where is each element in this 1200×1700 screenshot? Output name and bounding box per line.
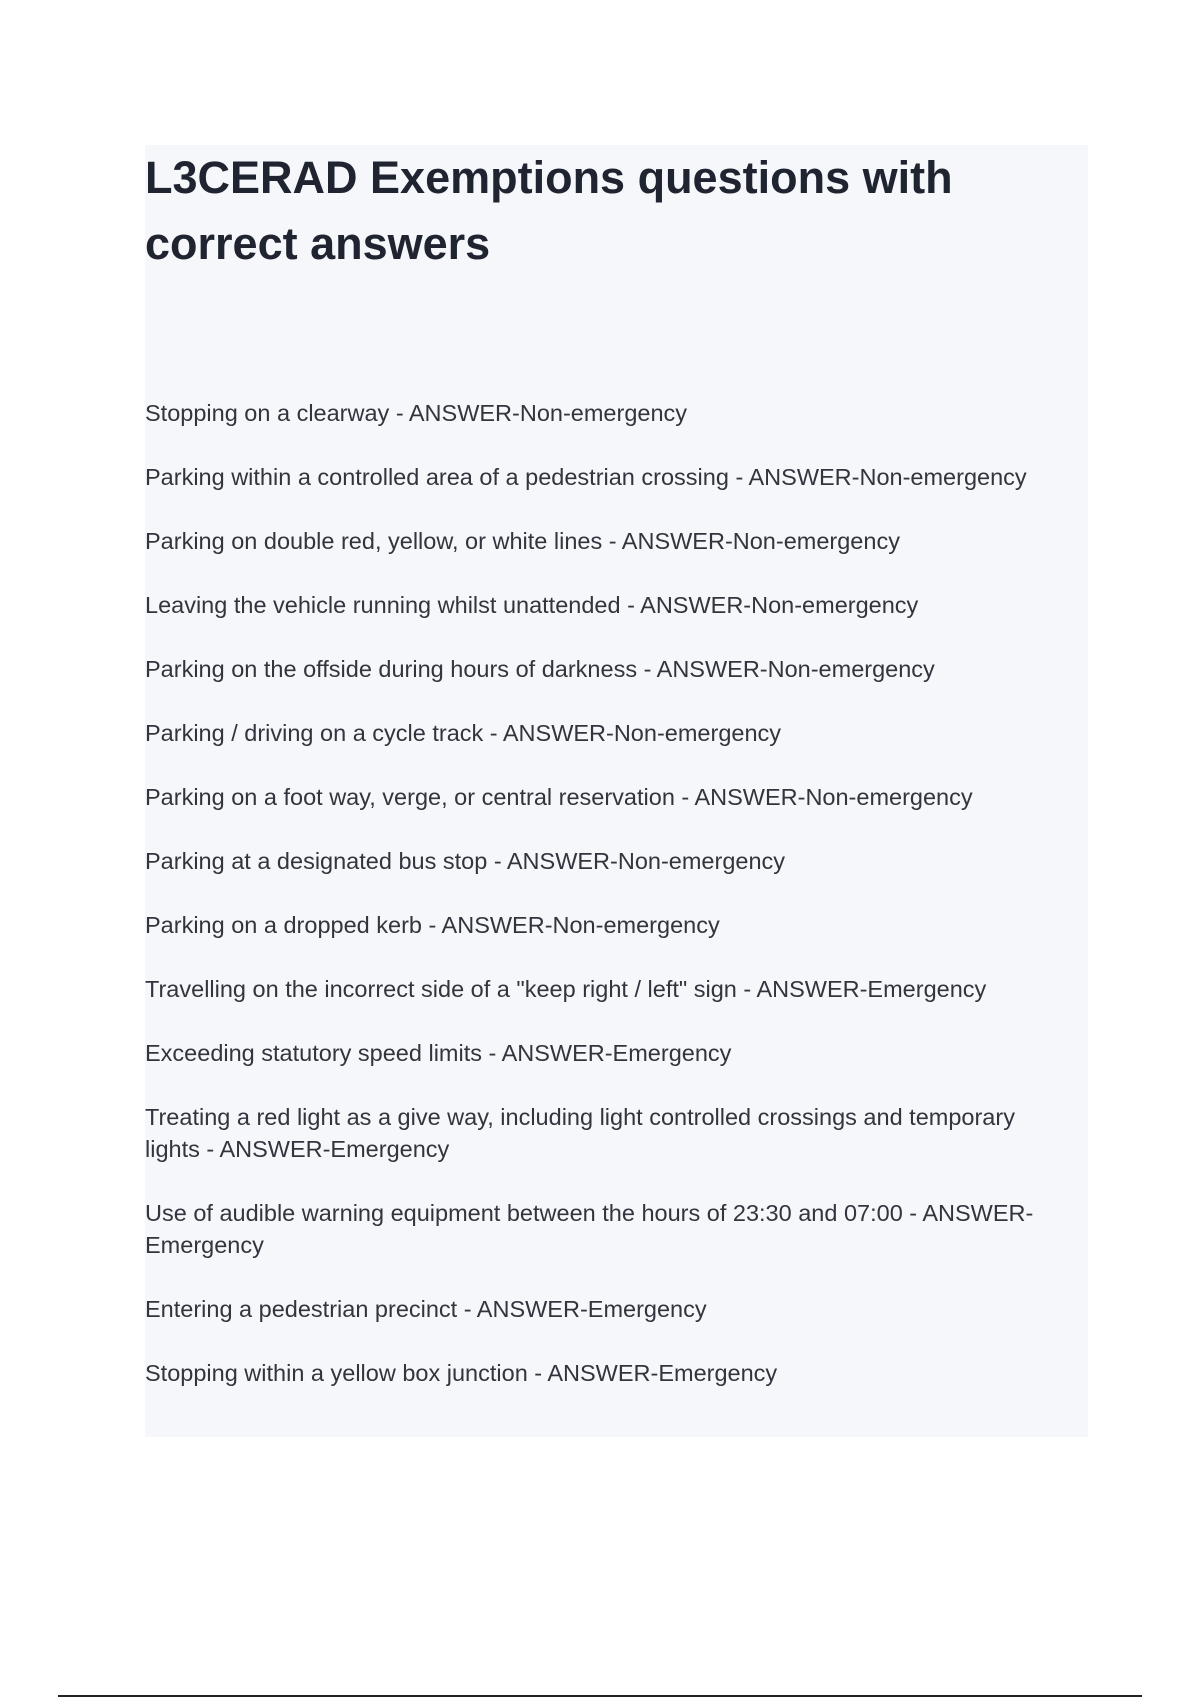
qa-item: Parking at a designated bus stop - ANSWER-Non-emergency [145, 848, 786, 874]
qa-item: Parking within a controlled area of a pedestrian crossing - ANSWER-Non-emergency [145, 464, 1027, 490]
qa-list [145, 397, 1065, 1421]
qa-item: Parking on double red, yellow, or white lines - ANSWER-Non-emergency [145, 528, 900, 554]
qa-item: Entering a pedestrian precinct - ANSWER-Emergency [145, 1296, 707, 1322]
qa-item: Leaving the vehicle running whilst unattended - ANSWER-Non-emergency [145, 592, 919, 618]
qa-item: Travelling on the incorrect side of a "keep right / left" sign - ANSWER-Emergency [145, 976, 987, 1002]
document-content [145, 145, 1088, 1437]
qa-item: Exceeding statutory speed limits - ANSWER-Emergency [145, 1040, 732, 1066]
page-bottom-divider [58, 1695, 1142, 1697]
qa-item: Parking / driving on a cycle track - ANSWER-Non-emergency [145, 720, 782, 746]
qa-item: Stopping within a yellow box junction - ANSWER-Emergency [145, 1360, 778, 1386]
qa-item: Parking on the offside during hours of darkness - ANSWER-Non-emergency [145, 656, 935, 682]
qa-item: Parking on a dropped kerb - ANSWER-Non-emergency [145, 912, 720, 938]
qa-item: Parking on a foot way, verge, or central reservation - ANSWER-Non-emergency [145, 784, 973, 810]
document-title: L3CERAD Exemptions questions with correct answers [145, 152, 953, 269]
qa-item: Use of audible warning equipment between the hours of 23:30 and 07:00 - ANSWER-Emergency [145, 1200, 1034, 1258]
qa-item: Stopping on a clearway - ANSWER-Non-emergency [145, 400, 688, 426]
qa-item: Treating a red light as a give way, including light controlled crossings and temporary lights - ANSWER-Emergency [145, 1104, 1015, 1162]
